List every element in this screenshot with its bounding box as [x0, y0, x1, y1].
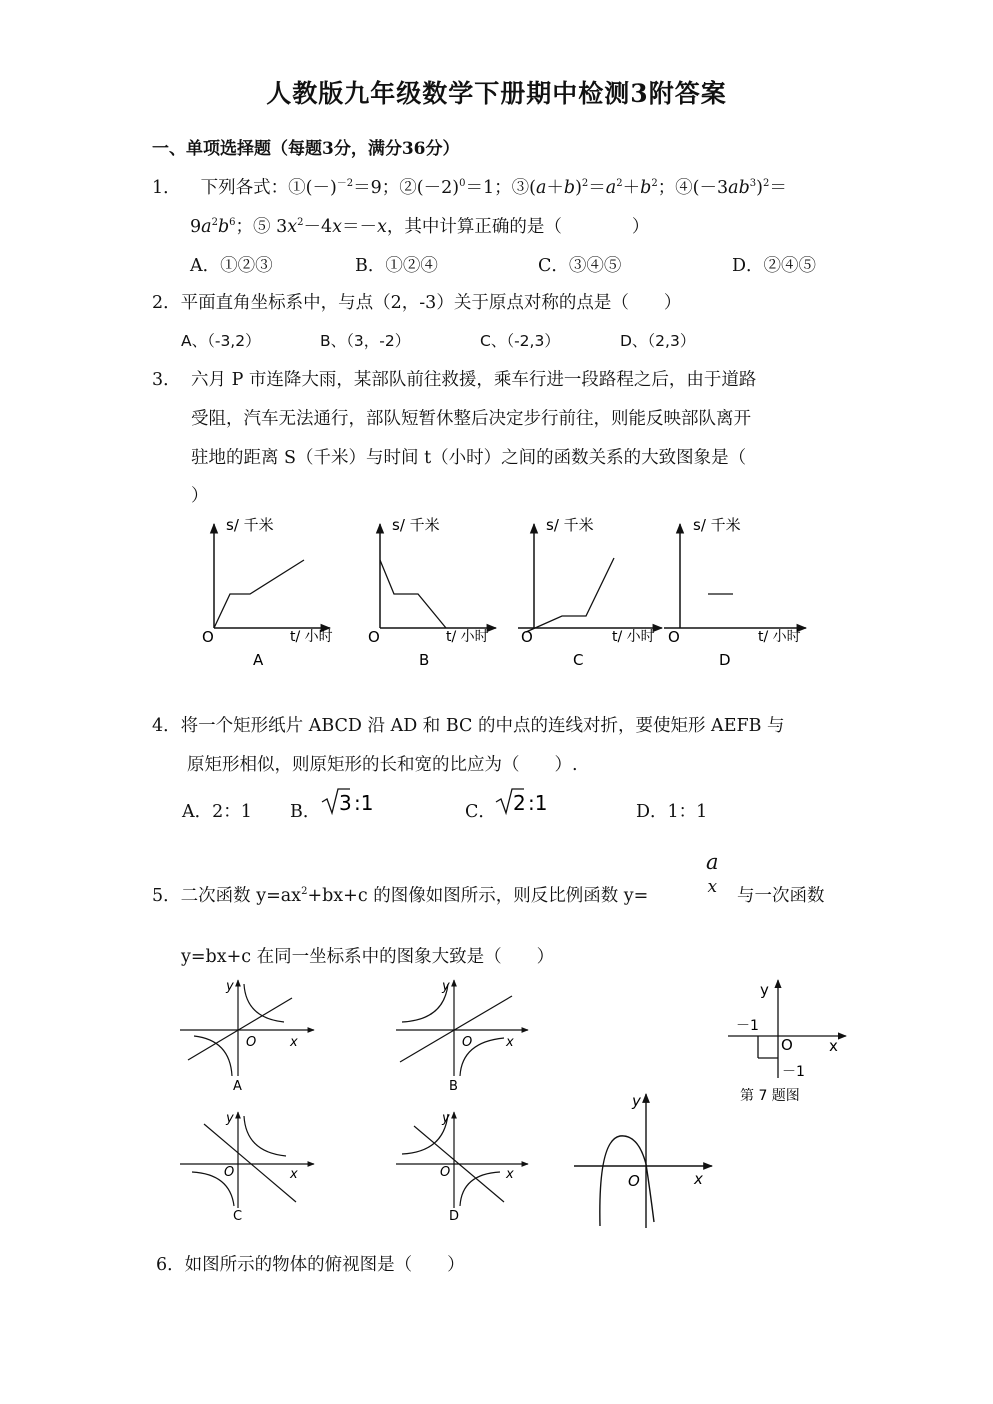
- parabola-xlabel: x: [694, 1170, 703, 1188]
- q5-xlabel: x: [290, 1035, 298, 1050]
- q3-graph-b: [368, 516, 496, 669]
- q5-xlabel: x: [506, 1167, 514, 1182]
- q1-exp: 0: [459, 178, 466, 189]
- q1-var: b: [640, 178, 652, 198]
- q3-xlabel: t/ 小时: [290, 629, 333, 645]
- q1-var: x: [377, 217, 387, 237]
- q5-frac-den: x: [707, 877, 718, 897]
- q1-exp: 3: [749, 178, 757, 189]
- q1-text: ；④(－3: [657, 178, 729, 198]
- q5-caption-a: A: [233, 1079, 242, 1094]
- q3-origin: O: [521, 628, 533, 646]
- q2-option-a: A、（-3,2）: [181, 332, 261, 350]
- q5-exp: 2: [301, 886, 308, 897]
- q3-origin: O: [668, 628, 680, 646]
- q1-var: a: [201, 217, 212, 237]
- q3-xlabel: t/ 小时: [758, 629, 801, 645]
- parabola-origin: O: [628, 1172, 640, 1190]
- q5-graph-a: [180, 979, 314, 1094]
- q5-graph-c: [180, 1111, 314, 1224]
- q1-option-a: A．①②③: [190, 256, 273, 276]
- q5-ylabel: y: [442, 1111, 450, 1126]
- q1-option-b: B．①②④: [355, 256, 438, 276]
- q4-option-d: D．1：1: [636, 802, 708, 822]
- q3-graph-a: [202, 516, 333, 669]
- q3-line: ）: [191, 486, 209, 506]
- q5-fraction: [706, 852, 719, 896]
- q1-text: ＋: [622, 178, 641, 198]
- q5-ylabel: y: [442, 979, 450, 994]
- q5-parabola-graph: [570, 1090, 720, 1230]
- q4-option-b: [290, 798, 320, 823]
- q3-caption-d: D: [719, 651, 731, 669]
- q3-xlabel: t/ 小时: [446, 629, 489, 645]
- q1-var: b: [738, 178, 750, 198]
- q5-origin: O: [224, 1165, 235, 1180]
- q3-origin: O: [368, 628, 380, 646]
- q5-caption-b: B: [449, 1079, 458, 1094]
- q1-text: －4: [303, 217, 333, 237]
- q5-ylabel: y: [226, 1111, 234, 1126]
- q4-option-c: [465, 798, 496, 823]
- q1-text: 9: [190, 217, 202, 237]
- q5-graph-d: [396, 1111, 528, 1224]
- q5-caption-c: C: [233, 1209, 243, 1224]
- q1-text: ): [575, 178, 582, 198]
- fig7-neg1-left: －1: [736, 1018, 759, 1034]
- q5-frac-num: a: [706, 850, 719, 874]
- q4-radicand: 2: [513, 791, 526, 815]
- q3-ylabel: s/ 千米: [392, 516, 440, 534]
- q3-caption-c: C: [573, 651, 584, 669]
- section-heading: 一、单项选择题（每题3分，满分36分）: [152, 139, 460, 159]
- q5-xlabel: x: [290, 1167, 298, 1182]
- parabola-ylabel: y: [632, 1092, 641, 1110]
- q1-var: x: [332, 217, 342, 237]
- q4-ratio-tail: :1: [354, 791, 374, 815]
- q3-line: 六月 P 市连降大雨，某部队前往救援，乘车行进一段路程之后，由于道路: [191, 370, 757, 390]
- q1-var: a: [728, 178, 739, 198]
- q2-option-b: B、（3，-2）: [320, 332, 411, 350]
- q3-xlabel: t/ 小时: [612, 629, 655, 645]
- q1-text: ＝－: [342, 217, 377, 237]
- q3-line: 受阻，汽车无法通行，部队短暂休整后决定步行前往，则能反映部队离开: [191, 409, 751, 429]
- q5-tail: 与一次函数: [737, 886, 825, 906]
- fig7-graph: [724, 978, 850, 1108]
- q1-text: ；⑤ 3: [235, 217, 288, 237]
- q5-origin: O: [462, 1035, 473, 1050]
- q3-ylabel: s/ 千米: [546, 516, 594, 534]
- q3-curve-c: [526, 558, 614, 632]
- q1-text: ): [756, 178, 763, 198]
- q1-var: a: [535, 178, 547, 198]
- q4-option-label: C．: [465, 802, 496, 822]
- q1-option-d: D．②④⑤: [732, 256, 817, 276]
- q3-graph-d: [664, 516, 806, 669]
- q5-text: +bx+c 的图像如图所示，则反比例函数 y=: [307, 886, 649, 906]
- q3-number: 3．: [152, 370, 181, 390]
- q1-option-c: C．③④⑤: [538, 256, 622, 276]
- q1-text: ＝9；②(－2): [353, 178, 460, 198]
- q5-caption-d: D: [449, 1209, 460, 1224]
- q1-var: a: [605, 178, 617, 198]
- q1-exp: 2: [581, 178, 589, 189]
- q3-graph-c: [518, 516, 662, 669]
- q5-ylabel: y: [226, 979, 234, 994]
- fig7-ylabel: y: [760, 981, 769, 999]
- q1-line1: [152, 174, 787, 199]
- q3-caption-a: A: [253, 651, 264, 669]
- q2-text: 2．平面直角坐标系中，与点（2，-3）关于原点对称的点是（ ）: [152, 293, 682, 313]
- q4-option-c-radical: [494, 786, 554, 818]
- q3-ylabel: s/ 千米: [226, 516, 274, 534]
- q1-text: ＝: [769, 178, 787, 198]
- q1-number: 1．: [152, 178, 181, 198]
- q5-option-graphs: [174, 976, 534, 1226]
- q1-text: ，其中计算正确的是（ ）: [386, 217, 650, 237]
- page-title: 人教版九年级数学下册期中检测3附答案: [266, 79, 727, 108]
- q5-line2: y=bx+c 在同一坐标系中的图象大致是（ ）: [181, 947, 555, 967]
- q1-exp: 6: [229, 217, 236, 228]
- q5-xlabel: x: [506, 1035, 514, 1050]
- q4-ratio-tail: :1: [528, 791, 548, 815]
- q5-graph-b: [396, 979, 528, 1094]
- q1-exp: 2: [211, 217, 218, 228]
- q4-line2: 原矩形相似，则原矩形的长和宽的比应为（ ）.: [187, 755, 578, 775]
- q1-text: ＋: [546, 178, 564, 198]
- q5-origin: O: [440, 1165, 451, 1180]
- q1-line2: [190, 213, 649, 238]
- q3-curve-b: [380, 560, 446, 628]
- q5-origin: O: [246, 1035, 257, 1050]
- q3-origin: O: [202, 628, 214, 646]
- q4-option-a: A．2：1: [182, 802, 252, 822]
- q1-text: ＝1；③(: [465, 178, 536, 198]
- fig7-origin: O: [781, 1036, 793, 1054]
- q4-option-label: B．: [290, 802, 321, 822]
- q5-text: 5．二次函数 y=ax: [152, 886, 302, 906]
- q5-line1: [152, 882, 648, 907]
- q2-option-d: D、（2,3）: [620, 332, 696, 350]
- q1-text: 下列各式：①(－): [200, 178, 337, 198]
- q3-curve-a: [214, 560, 304, 628]
- q3-caption-b: B: [419, 651, 430, 669]
- fig7-xlabel: x: [829, 1037, 838, 1055]
- q6-text: 6．如图所示的物体的俯视图是（ ）: [156, 1255, 465, 1275]
- q2-option-c: C、（-2,3）: [480, 332, 560, 350]
- q1-exp: 2: [763, 178, 770, 189]
- q3-line: 驻地的距离 S（千米）与时间 t（小时）之间的函数关系的大致图象是（: [191, 448, 747, 468]
- q1-exp: －2: [336, 178, 354, 189]
- q1-exp: 2: [616, 178, 623, 189]
- q1-text: ＝: [588, 178, 606, 198]
- q1-var: b: [563, 178, 576, 198]
- q4-radicand: 3: [339, 791, 352, 815]
- q1-var: b: [217, 217, 230, 237]
- q4-line1: 4．将一个矩形纸片 ABCD 沿 AD 和 BC 的中点的连线对折，要使矩形 AEFB 与: [152, 716, 785, 736]
- q1-exp: 2: [651, 178, 658, 189]
- q4-option-b-radical: [320, 786, 380, 818]
- q3-graphs: [190, 508, 830, 678]
- fig7-caption: 第 7 题图: [740, 1088, 800, 1104]
- q3-ylabel: s/ 千米: [693, 516, 741, 534]
- fig7-neg1-down: －1: [782, 1064, 805, 1080]
- q1-var: x: [287, 217, 298, 237]
- q1-exp: 2: [297, 217, 304, 228]
